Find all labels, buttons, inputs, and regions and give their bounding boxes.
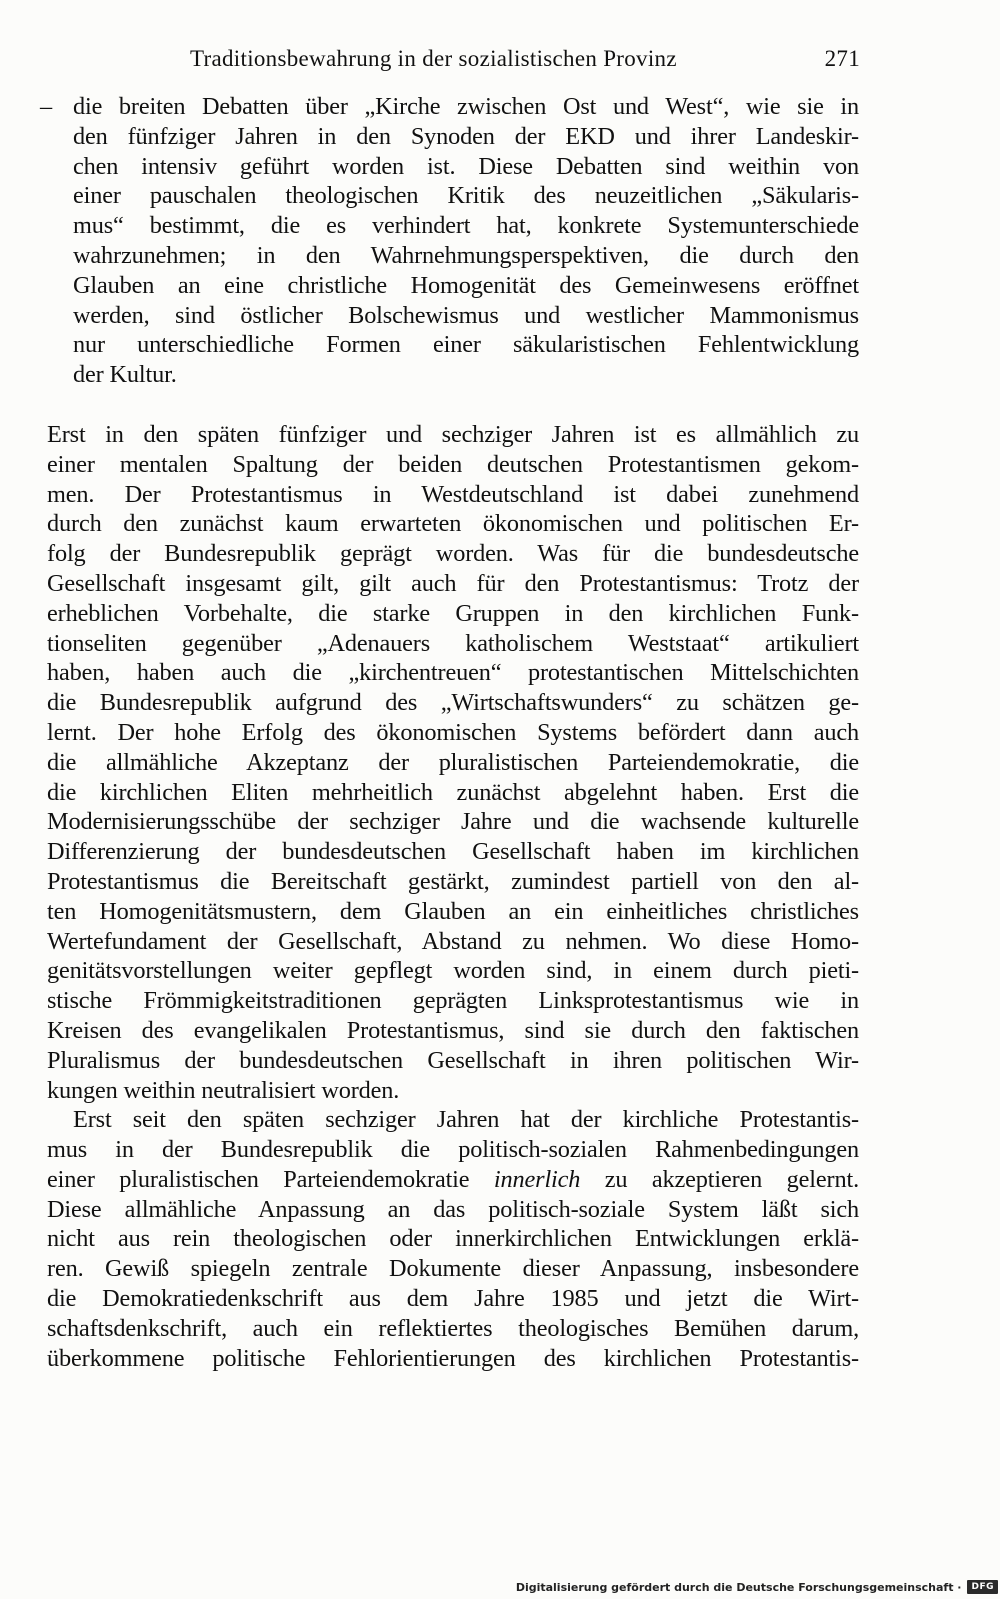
text-line: Modernisierungsschübe der sechziger Jahre und die wachsende kulturelle xyxy=(47,808,859,836)
text-line: mus in der Bundesrepublik die politisch-sozialen Rahmenbedingungen xyxy=(47,1136,859,1164)
text-line: einer pauschalen theologischen Kritik des neuzeitlichen „Säkularis- xyxy=(73,182,859,210)
text-line: nur unterschiedliche Formen einer säkularistischen Fehlentwicklung xyxy=(73,331,859,359)
running-head xyxy=(190,44,860,74)
text-line: schaftsdenkschrift, auch ein reflektiertes theologisches Bemühen darum, xyxy=(47,1314,859,1342)
text-line: ren. Gewiß spiegeln zentrale Dokumente dieser Anpassung, insbesondere xyxy=(47,1255,859,1283)
text-line: die breiten Debatten über „Kirche zwischen Ost und West“, wie sie in xyxy=(73,93,859,120)
dash-bullet: – xyxy=(40,93,52,120)
text-line: die allmähliche Akzeptanz der pluralistischen Parteiendemokratie, die xyxy=(47,748,859,776)
text-line: nicht aus rein theologischen oder innerkirchlichen Entwicklungen erklä- xyxy=(47,1225,859,1253)
paragraph-2 xyxy=(47,1105,859,1373)
paragraph-1 xyxy=(47,420,859,1105)
text-line: wahrzunehmen; in den Wahrnehmungsperspektiven, die durch den xyxy=(73,241,859,269)
digitization-footer xyxy=(516,1575,1000,1599)
text-line: Kreisen des evangelikalen Protestantismus, sind sie durch den faktischen xyxy=(47,1016,859,1044)
text-line: Erst seit den späten sechziger Jahren hat der kirchliche Protestantis- xyxy=(73,1106,859,1134)
text-line: die Bundesrepublik aufgrund des „Wirtschaftswunders“ zu schätzen ge- xyxy=(47,689,859,717)
text-line: kungen weithin neutralisiert worden. xyxy=(47,1076,400,1104)
text-line: Differenzierung der bundesdeutschen Gesellschaft haben im kirchlichen xyxy=(47,838,859,866)
text-line: stische Frömmigkeitstraditionen geprägten Linksprotestantismus wie in xyxy=(47,987,859,1015)
text-line: lernt. Der hohe Erfolg des ökonomischen Systems befördert dann auch xyxy=(47,718,859,746)
text-run: zu akzeptieren gelernt. xyxy=(580,1165,859,1193)
text-line: einer mentalen Spaltung der beiden deutschen Protestantismen gekom- xyxy=(47,450,859,478)
text-line: genitätsvorstellungen weiter gepflegt worden sind, in einem durch pieti- xyxy=(47,957,859,985)
text-line: tionseliten gegenüber „Adenauers katholischem Weststaat“ artikuliert xyxy=(47,629,859,657)
dfg-logo: DFG xyxy=(967,1580,998,1594)
dash-list-item xyxy=(40,92,859,390)
text-line: die Demokratiedenkschrift aus dem Jahre 1985 und jetzt die Wirt- xyxy=(47,1285,859,1313)
text-line: Gesellschaft insgesamt gilt, gilt auch für den Protestantismus: Trotz der xyxy=(47,569,859,597)
text-line: Wertefundament der Gesellschaft, Abstand zu nehmen. Wo diese Homo- xyxy=(47,927,859,955)
emphasis-text: innerlich xyxy=(493,1165,581,1193)
text-line: mus“ bestimmt, die es verhindert hat, konkrete Systemunterschiede xyxy=(73,212,859,240)
text-line: die kirchlichen Eliten mehrheitlich zunächst abgelehnt haben. Erst die xyxy=(47,778,859,806)
text-line: der Kultur. xyxy=(73,361,177,389)
text-line: ten Homogenitätsmustern, dem Glauben an ein einheitliches christliches xyxy=(47,897,859,925)
page-number: 271 xyxy=(824,46,860,71)
text-line: durch den zunächst kaum erwarteten ökonomischen und politischen Er- xyxy=(47,510,859,538)
text-line: Pluralismus der bundesdeutschen Gesellschaft in ihren politischen Wir- xyxy=(47,1046,859,1074)
body-text xyxy=(40,92,859,1373)
text-line: erheblichen Vorbehalte, die starke Gruppen in den kirchlichen Funk- xyxy=(47,599,859,627)
text-run: einer pluralistischen Parteiendemokratie xyxy=(47,1165,494,1193)
text-line: Protestantismus die Bereitschaft gestärkt, zumindest partiell von den al- xyxy=(47,867,859,895)
text-line: haben, haben auch die „kirchentreuen“ protestantischen Mittelschichten xyxy=(47,659,859,687)
text-line: Diese allmähliche Anpassung an das politisch-soziale System läßt sich xyxy=(47,1195,859,1223)
text-line: überkommene politische Fehlorientierungen des kirchlichen Protestantis- xyxy=(47,1344,859,1372)
footer-credit: Digitalisierung gefördert durch die Deutsche Forschungsgemeinschaft · xyxy=(515,1580,962,1594)
running-title: Traditionsbewahrung in der sozialistischen Provinz xyxy=(190,46,677,71)
text-line: werden, sind östlicher Bolschewismus und westlicher Mammonismus xyxy=(73,301,859,329)
text-line-with-emphasis xyxy=(47,1165,859,1195)
text-line: men. Der Protestantismus in Westdeutschland ist dabei zunehmend xyxy=(47,480,859,508)
text-line: folg der Bundesrepublik geprägt worden. Was für die bundesdeutsche xyxy=(47,540,859,568)
paragraph-gap xyxy=(47,390,859,420)
text-line: Glauben an eine christliche Homogenität des Gemeinwesens eröffnet xyxy=(73,271,859,299)
text-line: Erst in den späten fünfziger und sechziger Jahren ist es allmählich zu xyxy=(47,420,859,448)
text-line: chen intensiv geführt worden ist. Diese Debatten sind weithin von xyxy=(73,152,859,180)
text-line: den fünfziger Jahren in den Synoden der EKD und ihrer Landeskir- xyxy=(73,122,859,150)
